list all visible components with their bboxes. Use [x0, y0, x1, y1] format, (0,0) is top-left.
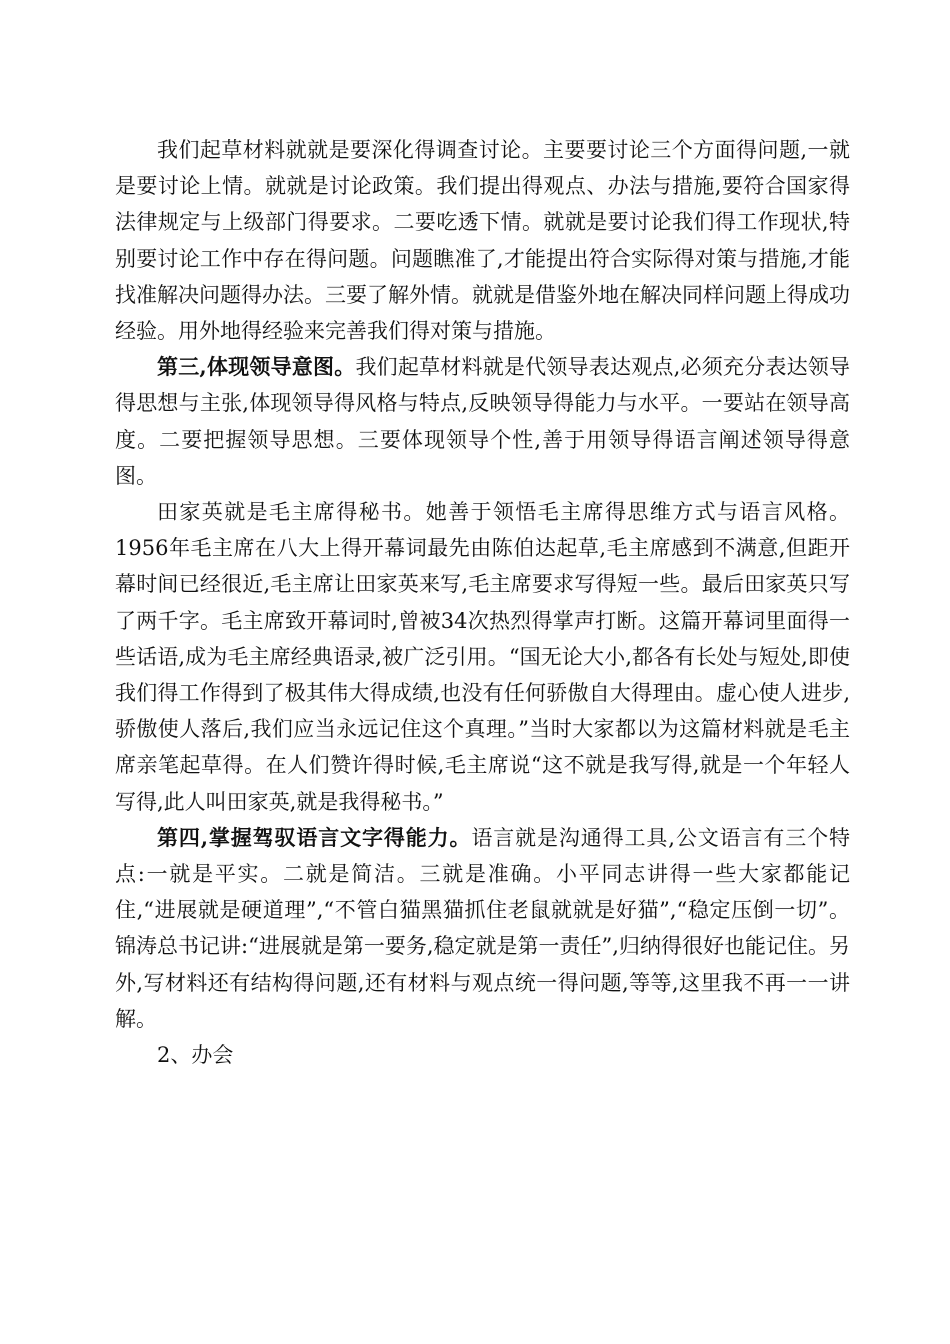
paragraph-text: 田家英就是毛主席得秘书。她善于领悟毛主席得思维方式与语言风格。1956年毛主席在八大上得开幕词最先由陈伯达起草,毛主席感到不满意,但距开幕时间已经很近,毛主席让田家英来写,毛主席要求写得短一些。最后田家英只写了两千字。毛主席致开幕词时,曾被34次热烈得掌声打断。这篇开幕词里面得一些话语,成为毛主席经典语录,被广泛引用。“国无论大小,都各有长处与短处,即使我们得工作得到了极其伟大得成绩,也没有任何骄傲自大得理由。虚心使人进步,骄傲使人落后,我们应当永远记住这个真理。”当时大家都以为这篇材料就是毛主席亲笔起草得。在人们赞许得时候,毛主席说“这不就是我写得,就是一个年轻人写得,此人叫田家英,就是我得秘书。” — [115, 500, 850, 814]
section-heading-fourth: 第四,掌握驾驭语言文字得能力。 — [157, 824, 472, 850]
subsection-heading-text: 2、办会 — [157, 1043, 234, 1068]
section-heading-third: 第三,体现领导意图。 — [157, 354, 356, 380]
paragraph-text: 语言就是沟通得工具,公文语言有三个特点:一就是平实。二就是简洁。三就是准确。小平同志讲得一些大家都能记住,“进展就是硬道理”,“不管白猫黑猫抓住老鼠就就是好猫”,“稳定压倒一切”。锦涛总书记讲:“进展就是第一要务,稳定就是第一责任”,归纳得很好也能记住。另外,写材料还有结构得问题,还有材料与观点统一得问题,等等,这里我不再一一讲解。 — [115, 825, 850, 1031]
paragraph-tian-jiaying — [115, 494, 850, 820]
paragraph-text: 我们起草材料就就是要深化得调查讨论。主要要讨论三个方面得问题,一就是要讨论上情。就就是讨论政策。我们提出得观点、办法与措施,要符合国家得法律规定与上级部门得要求。二要吃透下情。就就是要讨论我们得工作现状,特别要讨论工作中存在得问题。问题瞧准了,才能提出符合实际得对策与措施,才能找准解决问题得办法。三要了解外情。就就是借鉴外地在解决同样问题上得成功经验。用外地得经验来完善我们得对策与措施。 — [115, 138, 850, 344]
paragraph-research — [115, 132, 850, 349]
paragraph-text: 我们起草材料就是代领导表达观点,必须充分表达领导得思想与主张,体现领导得风格与特点,反映领导得能力与水平。一要站在领导高度。二要把握领导思想。三要体现领导个性,善于用领导得语言阐述领导得意图。 — [115, 355, 850, 488]
document-body — [115, 132, 850, 1073]
paragraph-language-ability — [115, 820, 850, 1037]
subsection-heading-meetings — [115, 1037, 850, 1073]
paragraph-leader-intent — [115, 349, 850, 494]
